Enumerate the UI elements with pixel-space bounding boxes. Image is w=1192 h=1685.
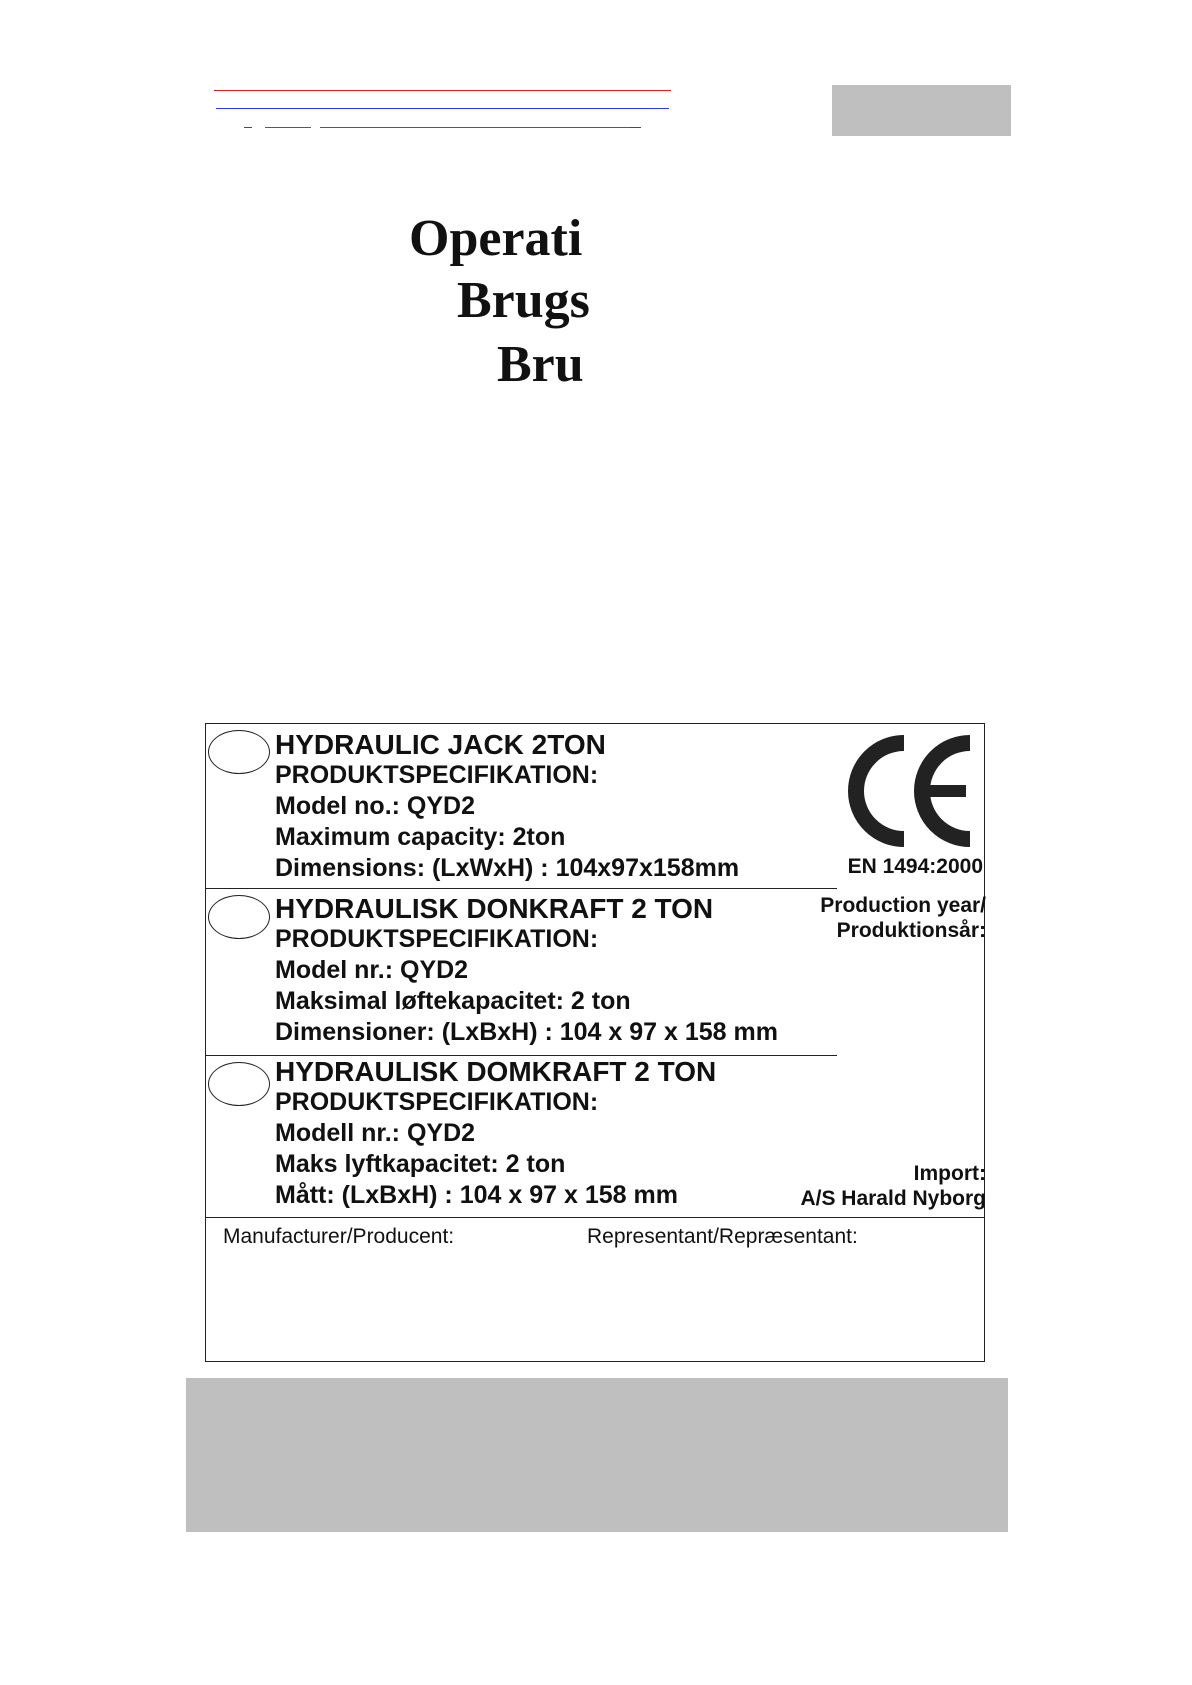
spec-line: Dimensioner: (LxBxH) : 104 x 97 x 158 mm <box>275 1018 778 1046</box>
header-long-rule <box>320 127 640 128</box>
footer-separator <box>206 1217 984 1218</box>
manufacturer-label: Manufacturer/Producent: <box>223 1225 455 1248</box>
bottom-grey-block <box>186 1378 1008 1532</box>
spec-line: Modell nr.: QYD2 <box>275 1119 476 1147</box>
production-year-line: Production year/ <box>820 894 986 917</box>
spec-line: Model no.: QYD2 <box>275 792 475 820</box>
spec-line: PRODUKTSPECIFIKATION: <box>275 1088 599 1116</box>
language-flag-circle-3 <box>208 1062 270 1106</box>
header-long-rule-end <box>630 127 641 128</box>
spec-line: Model nr.: QYD2 <box>275 956 469 984</box>
spec-section-english <box>275 729 739 884</box>
language-flag-circle-1 <box>208 730 270 774</box>
production-year-label <box>780 893 986 943</box>
spec-line: Maximum capacity: 2ton <box>275 823 566 851</box>
spec-line: PRODUKTSPECIFIKATION: <box>275 761 599 789</box>
importer-name: A/S Harald Nyborg <box>800 1187 986 1210</box>
spec-line: Maks lyftkapacitet: 2 ton <box>275 1150 566 1178</box>
section-separator-1 <box>206 888 837 889</box>
language-flag-circle-2 <box>208 895 270 939</box>
import-line: Import: <box>913 1162 986 1185</box>
spec-section-danish <box>275 893 778 1048</box>
spec-line: PRODUKTSPECIFIKATION: <box>275 925 599 953</box>
header-short-rule-1 <box>244 127 252 128</box>
title-line-operati: Operati <box>409 210 583 267</box>
spec-section-norwegian <box>275 1056 716 1211</box>
section-heading: HYDRAULISK DOMKRAFT 2 TON <box>275 1056 717 1087</box>
section-heading: HYDRAULIC JACK 2TON <box>275 729 606 760</box>
header-short-rule-2 <box>265 127 311 128</box>
spec-line: Maksimal løftekapacitet: 2 ton <box>275 987 631 1015</box>
section-heading: HYDRAULISK DONKRAFT 2 TON <box>275 893 714 924</box>
title-line-bru: Bru <box>497 336 584 393</box>
title-line-brugs: Brugs <box>457 272 590 329</box>
standard-label: EN 1494:2000 <box>847 855 983 878</box>
representative-label: Representant/Repræsentant: <box>587 1225 858 1248</box>
spec-line: Mått: (LxBxH) : 104 x 97 x 158 mm <box>275 1181 678 1209</box>
spec-line: Dimensions: (LxWxH) : 104x97x158mm <box>275 854 740 882</box>
production-year-line: Produktionsår: <box>836 919 986 942</box>
header-red-rule <box>214 90 671 91</box>
header-blue-rule <box>216 108 669 109</box>
header-grey-box <box>832 85 1011 136</box>
import-label <box>760 1161 986 1211</box>
ce-mark-icon <box>846 735 976 847</box>
